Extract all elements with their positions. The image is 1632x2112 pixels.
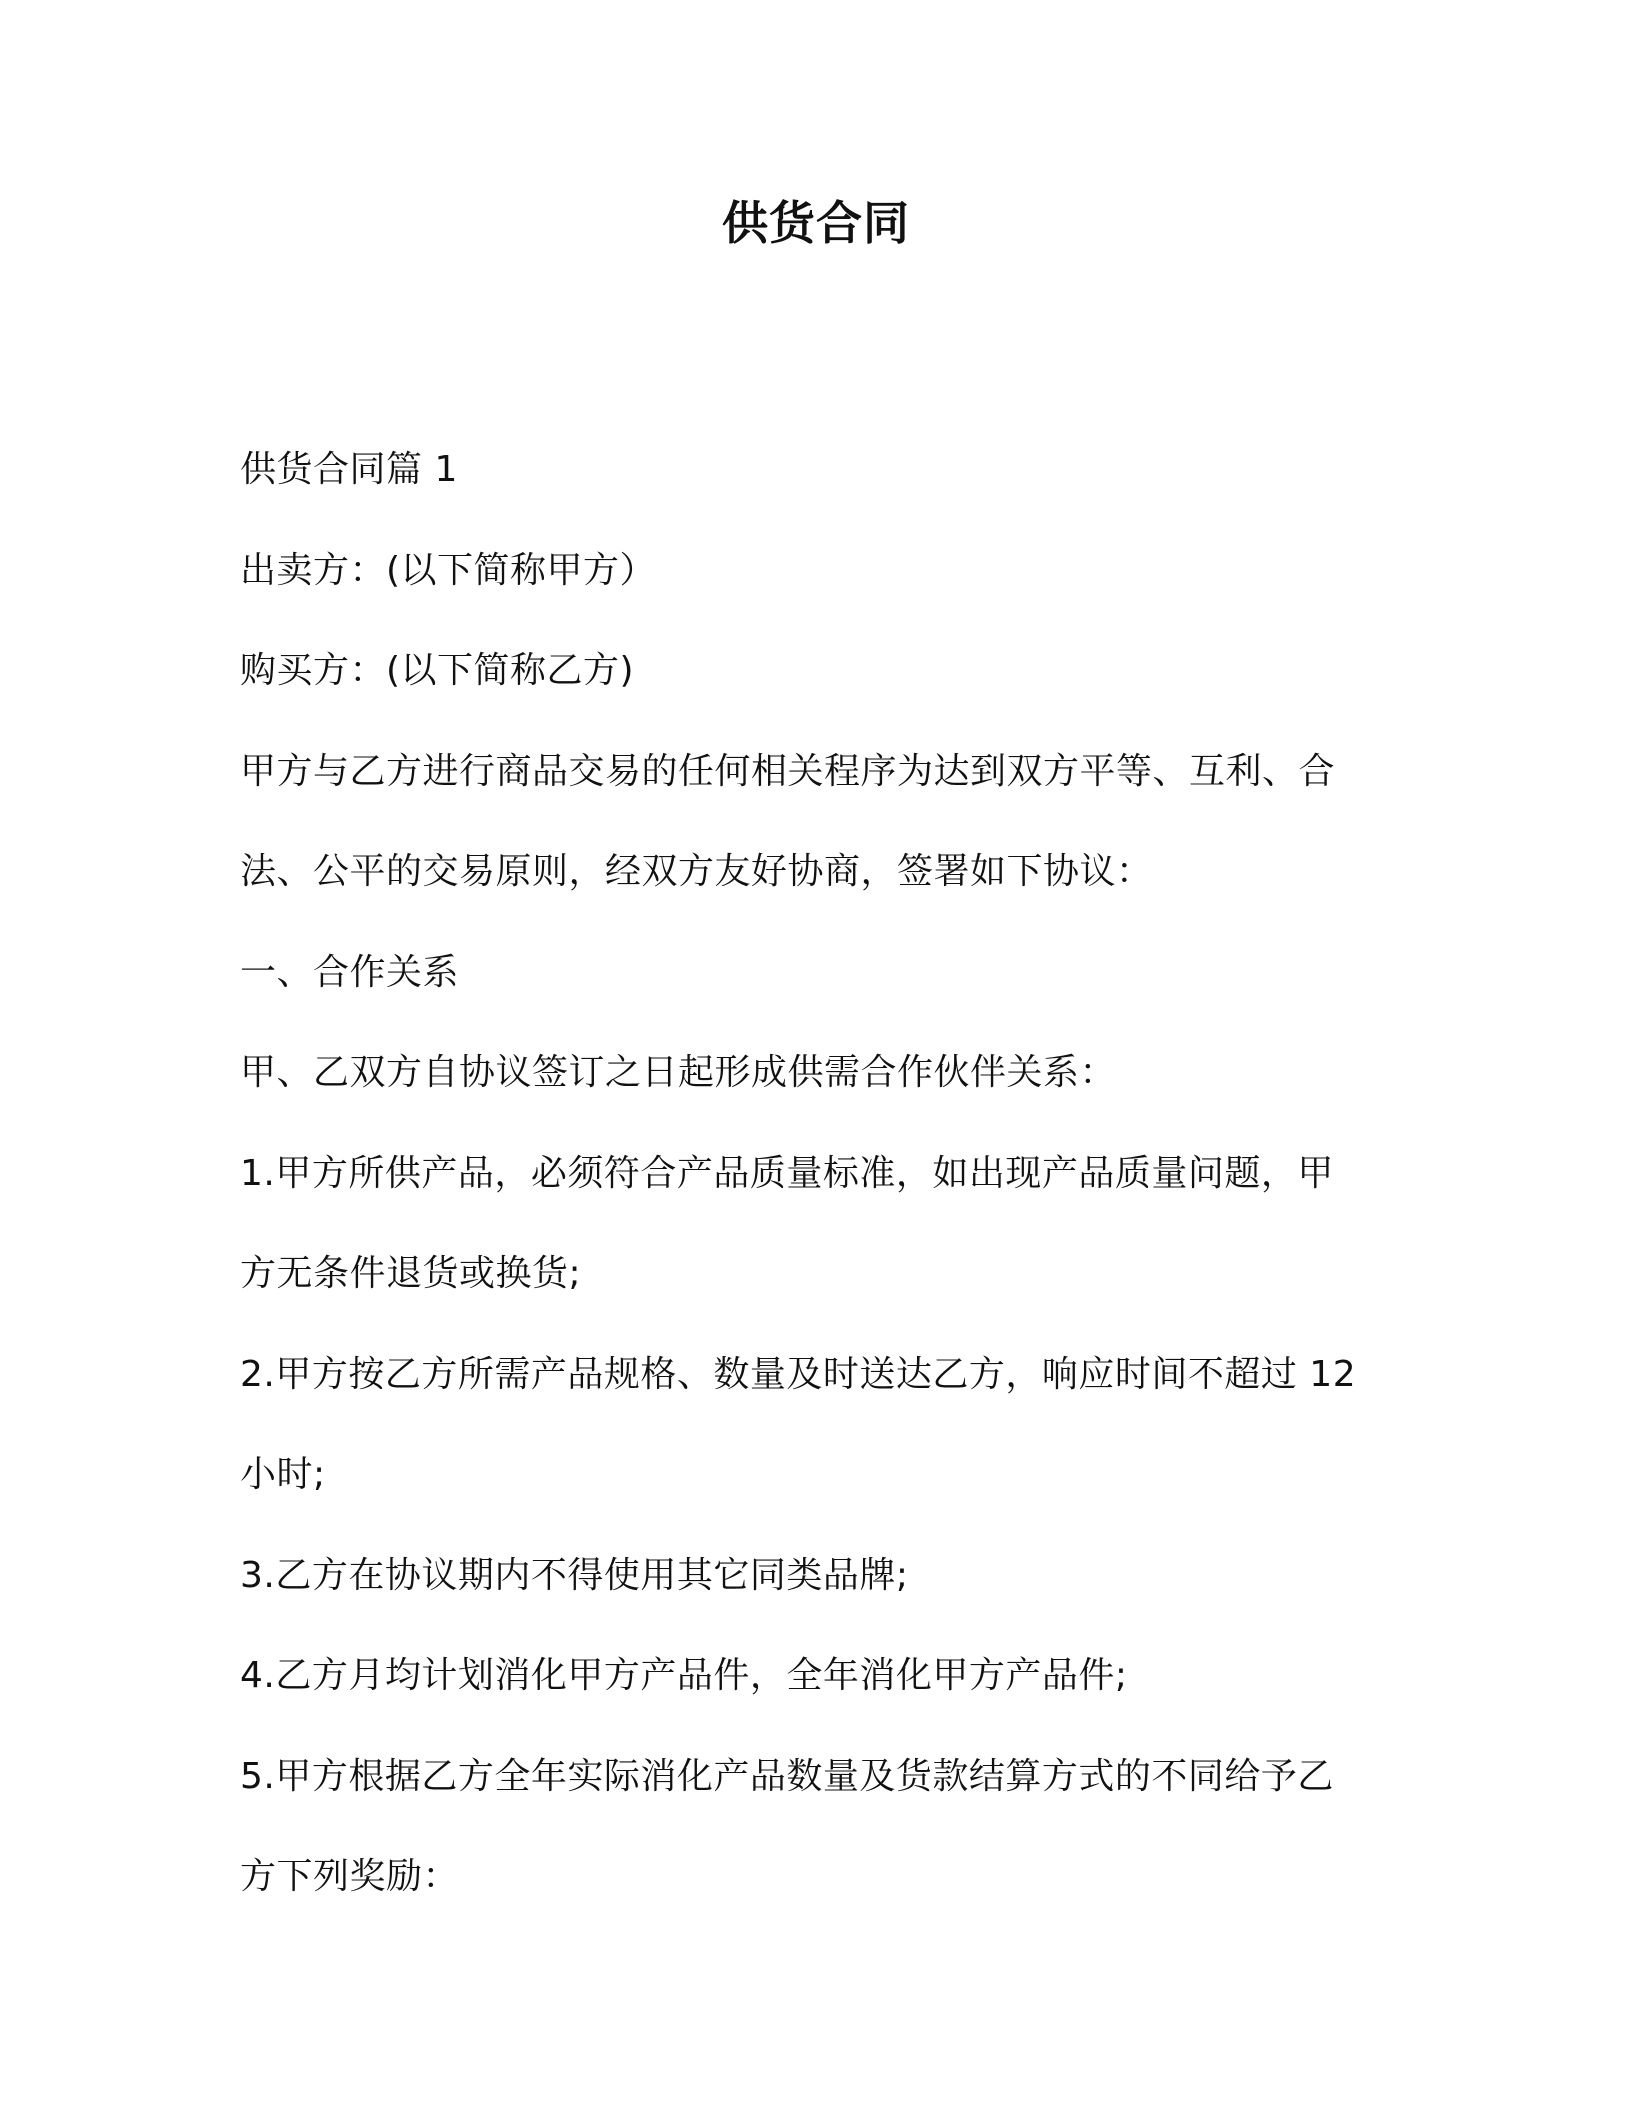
document-title: 供货合同 [722,196,910,250]
preamble-line-2: 法、公平的交易原则，经双方友好协商，签署如下协议： [240,851,1153,892]
item-3: 3.乙方在协议期内不得使用其它同类品牌; [240,1554,909,1596]
document-body [240,420,1380,1928]
item-5-line-2: 方下列奖励： [240,1856,460,1897]
item-1-line-2: 方无条件退货或换货; [240,1253,582,1294]
buyer-line: 购买方：(以下简称乙方) [240,650,635,691]
item-2-line-2: 小时; [240,1454,326,1495]
item-5-line-1: 5.甲方根据乙方全年实际消化产品数量及货款结算方式的不同给予乙 [240,1755,1334,1797]
item-4: 4.乙方月均计划消化甲方产品件，全年消化甲方产品件; [240,1655,1128,1696]
section-heading: 供货合同篇 1 [240,449,458,490]
clause-heading-cooperation: 一、合作关系 [240,951,460,993]
cooperation-intro: 甲、乙双方自协议签订之日起形成供需合作伙伴关系： [240,1052,1117,1093]
item-2-line-1: 2.甲方按乙方所需产品规格、数量及时送达乙方，响应时间不超过 12 [240,1353,1357,1395]
preamble-line-1: 甲方与乙方进行商品交易的任何相关程序为达到双方平等、互利、合 [240,750,1336,792]
seller-line: 出卖方：(以下简称甲方） [240,549,657,591]
item-1-line-1: 1.甲方所供产品，必须符合产品质量标准，如出现产品质量问题，甲 [240,1152,1334,1194]
